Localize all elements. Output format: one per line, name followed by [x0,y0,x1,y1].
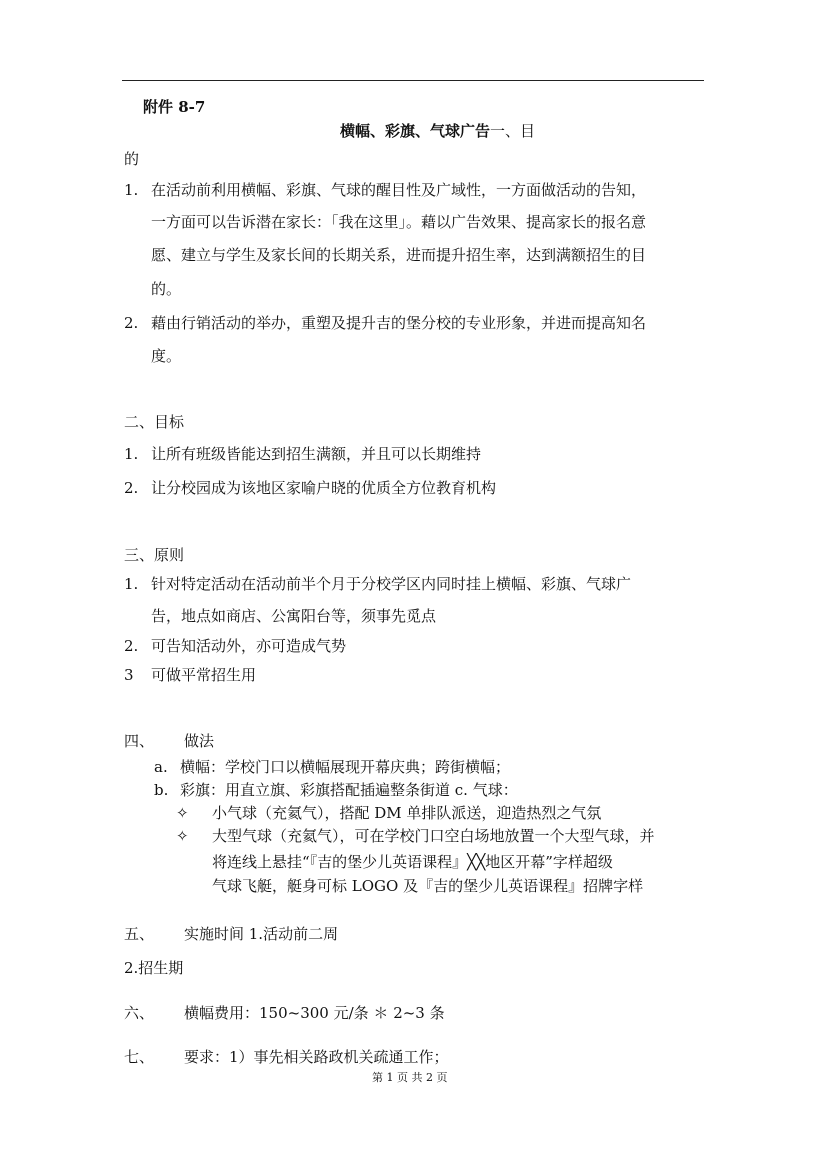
list-item [124,636,346,656]
heading-number: 五、 [124,925,155,943]
title-rest-text: 一、目 [490,122,536,140]
section-wrap-text: 2.招生期 [124,959,184,977]
bullet-line: 气球飞艇，艇身可标 LOGO 及『吉的堡少儿英语课程』招牌字样 [212,877,644,895]
item-text: 可做平常招生用 [151,666,257,684]
item-line: 针对特定活动在活动前半个月于分校学区内同时挂上横幅、彩旗、气球广 [151,575,632,593]
bullet-line: 大型气球（充氦气），可在学校门口空白场地放置一个大型气球，并 [212,827,655,845]
sub-item-label: b. [154,781,169,799]
item-line: 告，地点如商店、公寓阳台等，须事先觅点 [151,607,437,625]
bullet-item [176,803,601,823]
diamond-icon: ✧ [176,827,189,845]
heading-number: 七、 [124,1048,155,1066]
bullet-item [176,826,655,846]
list-item [124,180,646,200]
section-heading: 三、原则 [124,546,185,564]
page-footer: 第 1 页 共 2 页 [372,1071,448,1084]
bullet-line: 将连线上悬挂“『吉的堡少儿英语课程』╳╳地区开幕”字样超级 [212,853,613,871]
item-number: 2. [124,314,139,332]
heading-text: 做法 [184,732,215,750]
item-number: 2. [124,637,139,655]
heading-text: 横幅费用：150~300 元/条 ＊ 2~3 条 [184,1004,445,1022]
heading-number: 六、 [124,1004,155,1022]
section-heading [124,924,338,944]
item-text: 让分校园成为该地区家喻户晓的优质全方位教育机构 [151,479,497,497]
item-line: 在活动前利用横幅、彩旗、气球的醒目性及广域性，一方面做活动的告知， [151,181,647,199]
section-heading: 二、目标 [124,413,185,431]
item-number: 3 [124,666,134,684]
section-heading [124,1047,449,1067]
section-heading [124,1003,445,1023]
page-title [340,121,535,141]
attachment-label: 附件 8-7 [143,98,206,116]
diamond-icon: ✧ [176,804,189,822]
sub-item [154,757,510,777]
item-line: 的。 [151,280,182,298]
heading-text: 实施时间 1.活动前二周 [184,925,339,943]
sub-item [154,780,518,800]
heading-number: 四、 [124,732,155,750]
item-line: 愿、建立与学生及家长间的长期关系，进而提升招生率，达到满额招生的目 [151,246,647,264]
list-item [124,665,256,685]
title-wrap-text: 的 [124,150,140,168]
item-number: 2. [124,479,139,497]
item-number: 1. [124,575,139,593]
heading-text: 要求：1）事先相关路政机关疏通工作； [184,1048,449,1066]
item-number: 1. [124,181,139,199]
header-rule [122,80,704,81]
bullet-line: 小气球（充氦气），搭配 DM 单排队派送，迎造热烈之气氛 [212,804,602,822]
list-item [124,478,496,498]
list-item [124,574,631,594]
sub-item-text: 横幅：学校门口以横幅展现开幕庆典；跨街横幅； [180,758,511,776]
list-item [124,444,481,464]
sub-item-label: a. [154,758,168,776]
title-bold-text: 横幅、彩旗、气球广告 [340,122,491,140]
section-heading [124,731,214,751]
item-number: 1. [124,445,139,463]
item-line: 藉由行销活动的举办，重塑及提升吉的堡分校的专业形象，并进而提高知名 [151,314,647,332]
item-line: 度。 [151,347,182,365]
item-line: 一方面可以告诉潜在家长：「我在这里」。藉以广告效果、提高家长的报名意 [151,213,647,231]
list-item [124,313,646,333]
item-text: 可告知活动外，亦可造成气势 [151,637,347,655]
sub-item-text: 彩旗：用直立旗、彩旗搭配插遍整条街道 c. 气球： [180,781,518,799]
item-text: 让所有班级皆能达到招生满额，并且可以长期维持 [151,445,482,463]
